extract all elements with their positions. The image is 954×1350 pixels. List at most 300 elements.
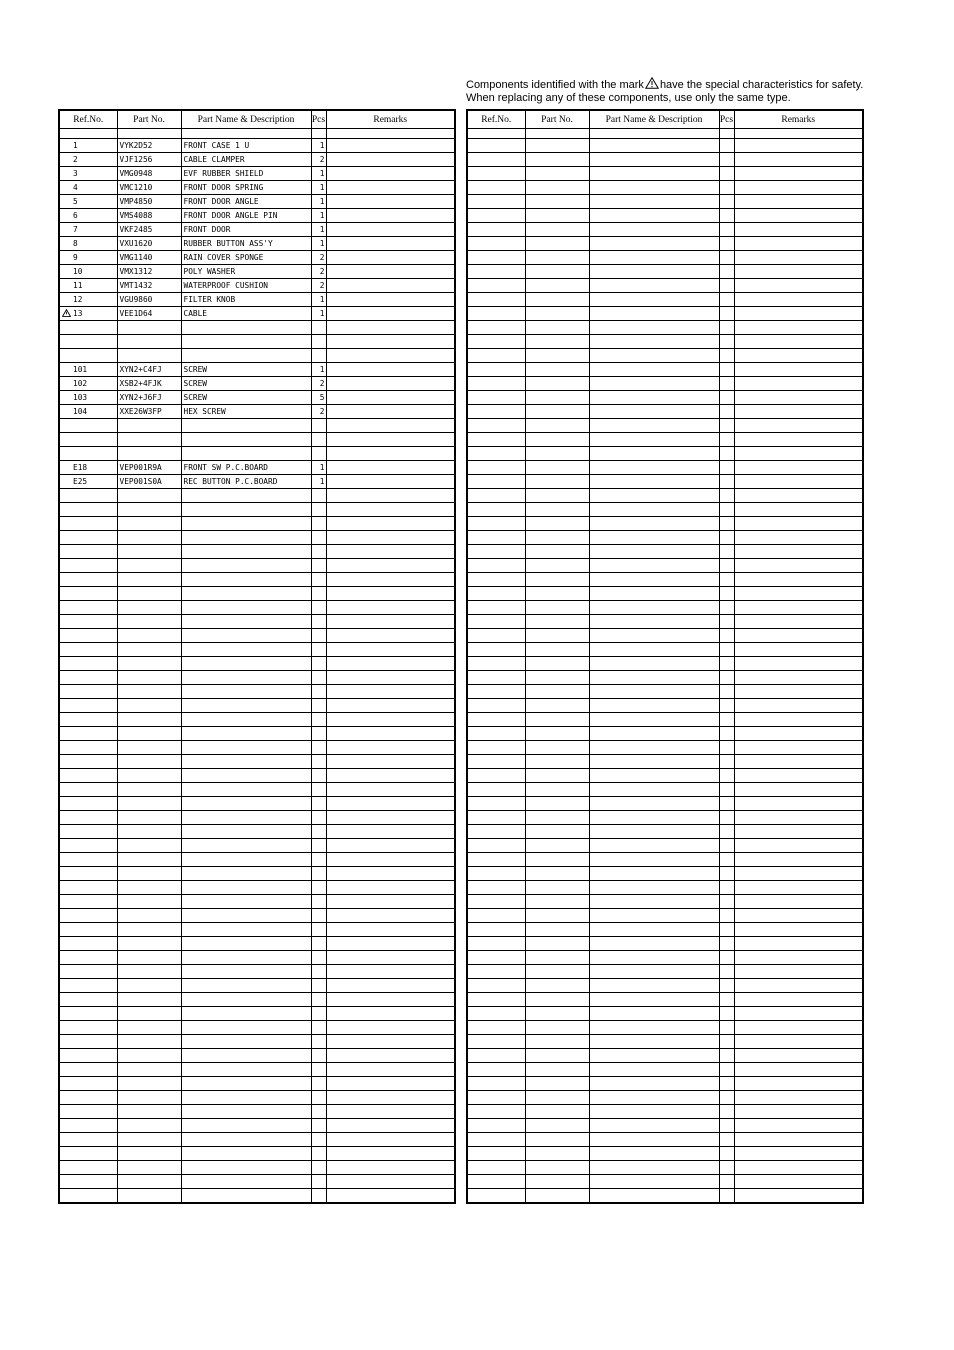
cell-remarks [734,153,863,167]
cell-ref [59,629,117,643]
cell-pcs [719,265,734,279]
cell-remarks [734,615,863,629]
table-row [59,1105,455,1119]
cell-pcs [719,405,734,419]
cell-remarks [326,615,455,629]
cell-part [525,377,589,391]
cell-part [525,937,589,951]
table-row [59,825,455,839]
cell-pcs [311,811,326,825]
cell-remarks [326,839,455,853]
cell-part [525,1007,589,1021]
cell-name [589,895,719,909]
cell-pcs [719,293,734,307]
cell-pcs [311,321,326,335]
cell-ref [467,265,525,279]
table-row [467,461,863,475]
cell-part [525,867,589,881]
cell-pcs [311,1007,326,1021]
safety-notice-line-2: When replacing any of these components, use only the same type. [466,92,791,104]
safety-notice-line-1 [466,77,936,92]
cell-part [525,517,589,531]
table-row [467,825,863,839]
cell-name: HEX SCREW [181,405,311,419]
cell-name [589,979,719,993]
table-row [59,517,455,531]
cell-remarks [326,321,455,335]
cell-part [525,881,589,895]
cell-ref [59,993,117,1007]
cell-part [525,391,589,405]
header-ref-no: Ref.No. [59,110,117,129]
cell-pcs [719,713,734,727]
cell-pcs [719,559,734,573]
cell-part [525,1063,589,1077]
cell-name [181,419,311,433]
cell-ref [59,755,117,769]
cell-pcs [719,153,734,167]
cell-name [589,1175,719,1189]
cell-name [589,377,719,391]
cell-remarks [326,139,455,153]
cell-pcs [719,1161,734,1175]
cell-remarks [734,979,863,993]
cell-name [181,1147,311,1161]
table-row [59,265,455,279]
cell-name [589,139,719,153]
cell-ref [467,167,525,181]
cell-part [525,811,589,825]
cell-remarks [326,993,455,1007]
cell-remarks [326,1147,455,1161]
cell-ref [59,1049,117,1063]
table-cell [525,129,589,139]
cell-part [525,853,589,867]
cell-ref [59,769,117,783]
cell-remarks [734,937,863,951]
cell-pcs [719,489,734,503]
cell-pcs [719,279,734,293]
table-row [59,895,455,909]
cell-part [117,769,181,783]
cell-ref [59,797,117,811]
cell-name [181,615,311,629]
cell-pcs: 1 [311,293,326,307]
cell-part [117,671,181,685]
cell-part [117,629,181,643]
cell-name [181,573,311,587]
table-row [467,937,863,951]
cell-part [525,573,589,587]
cell-ref [467,1161,525,1175]
cell-pcs [719,937,734,951]
cell-pcs [719,979,734,993]
table-row [59,741,455,755]
cell-pcs [311,531,326,545]
cell-remarks [734,1007,863,1021]
table-cell [59,129,117,139]
table-row [467,643,863,657]
cell-part [117,993,181,1007]
cell-part: XSB2+4FJK [117,377,181,391]
cell-ref [59,1119,117,1133]
cell-name [181,867,311,881]
cell-pcs: 1 [311,195,326,209]
table-row [59,377,455,391]
cell-name [589,265,719,279]
cell-pcs [311,335,326,349]
cell-name [589,419,719,433]
cell-part [525,321,589,335]
cell-remarks [326,475,455,489]
cell-pcs: 1 [311,363,326,377]
table-row [467,391,863,405]
cell-remarks [326,167,455,181]
cell-name [181,517,311,531]
cell-ref: 1 [59,139,117,153]
cell-ref [467,993,525,1007]
cell-part: VEP001R9A [117,461,181,475]
table-row [59,881,455,895]
cell-part [117,1021,181,1035]
cell-ref [467,685,525,699]
cell-name [181,727,311,741]
cell-pcs [719,1007,734,1021]
cell-remarks [734,965,863,979]
cell-remarks [734,461,863,475]
cell-pcs: 1 [311,461,326,475]
cell-part [117,531,181,545]
cell-part [117,839,181,853]
cell-name [589,951,719,965]
cell-name [181,993,311,1007]
cell-pcs: 1 [311,167,326,181]
cell-name [589,1035,719,1049]
cell-ref [467,321,525,335]
cell-part [117,713,181,727]
cell-remarks [326,265,455,279]
cell-pcs: 2 [311,265,326,279]
cell-pcs [719,615,734,629]
cell-part [117,937,181,951]
cell-ref [59,559,117,573]
cell-remarks [734,475,863,489]
cell-pcs [719,741,734,755]
cell-name [181,923,311,937]
cell-ref [467,433,525,447]
table-row [59,951,455,965]
cell-ref [467,307,525,321]
table-row [59,573,455,587]
cell-part [525,475,589,489]
cell-pcs [719,923,734,937]
table-row [59,629,455,643]
cell-part [117,755,181,769]
table-row [59,853,455,867]
cell-part [525,951,589,965]
table-row [467,657,863,671]
cell-name [589,727,719,741]
cell-part [525,433,589,447]
cell-ref: 12 [59,293,117,307]
cell-name [589,713,719,727]
cell-part: VXU1620 [117,237,181,251]
cell-remarks [734,783,863,797]
cell-ref [467,811,525,825]
cell-pcs [719,167,734,181]
table-row [59,671,455,685]
table-row [467,419,863,433]
cell-ref [467,923,525,937]
table-row [59,129,455,139]
cell-pcs [719,335,734,349]
cell-part [525,419,589,433]
parts-table-left [58,109,456,1204]
safety-notice [466,77,936,105]
table-row [467,447,863,461]
cell-remarks [734,1091,863,1105]
cell-pcs [311,517,326,531]
warning-triangle-icon [645,77,659,89]
cell-pcs [719,321,734,335]
cell-part [117,741,181,755]
cell-ref [467,181,525,195]
cell-part [525,797,589,811]
table-row [59,153,455,167]
cell-pcs [719,769,734,783]
cell-name [181,1035,311,1049]
cell-pcs [719,1119,734,1133]
cell-name [589,643,719,657]
cell-name: CABLE [181,307,311,321]
cell-remarks [326,1091,455,1105]
cell-remarks [734,811,863,825]
cell-remarks [734,951,863,965]
cell-ref [59,713,117,727]
cell-remarks [734,223,863,237]
cell-remarks [734,573,863,587]
cell-pcs [719,1147,734,1161]
table-cell [467,129,525,139]
table-row [59,867,455,881]
cell-pcs [311,797,326,811]
cell-ref [467,769,525,783]
cell-ref [59,671,117,685]
cell-part: VGU9860 [117,293,181,307]
cell-ref [467,671,525,685]
cell-ref [59,979,117,993]
table-cell [311,129,326,139]
cell-part [525,769,589,783]
table-row [467,769,863,783]
cell-name [589,1091,719,1105]
cell-part [525,615,589,629]
table-row [467,209,863,223]
table-row [467,433,863,447]
cell-ref [467,657,525,671]
cell-part [525,909,589,923]
table-row [467,587,863,601]
cell-ref [59,615,117,629]
cell-ref: 4 [59,181,117,195]
table-row [467,405,863,419]
cell-ref [59,447,117,461]
cell-ref [467,1189,525,1204]
cell-pcs [719,643,734,657]
cell-remarks [734,377,863,391]
cell-pcs [311,1063,326,1077]
cell-pcs [719,251,734,265]
cell-ref [59,965,117,979]
cell-name [181,489,311,503]
cell-name [181,839,311,853]
cell-name [181,685,311,699]
table-row [59,713,455,727]
cell-remarks [734,335,863,349]
cell-name [589,349,719,363]
cell-name [589,1119,719,1133]
cell-name [181,1007,311,1021]
cell-name [589,587,719,601]
notice-text-after-mark: have the special characteristics for safety. [659,79,864,91]
cell-remarks [326,853,455,867]
cell-pcs [311,447,326,461]
cell-ref [59,951,117,965]
cell-part [525,825,589,839]
table-row [467,867,863,881]
cell-remarks [326,797,455,811]
cell-remarks [326,881,455,895]
cell-remarks [326,293,455,307]
cell-pcs [311,1189,326,1204]
table-row [467,573,863,587]
cell-remarks [734,993,863,1007]
cell-name: WATERPROOF CUSHION [181,279,311,293]
table-row [467,1161,863,1175]
cell-remarks [326,1133,455,1147]
cell-pcs [719,461,734,475]
cell-ref [467,895,525,909]
table-row [59,1091,455,1105]
cell-name [181,1063,311,1077]
cell-pcs [719,433,734,447]
cell-part [525,993,589,1007]
cell-part [117,881,181,895]
cell-part [117,503,181,517]
cell-ref: 104 [59,405,117,419]
cell-ref [467,349,525,363]
cell-name [589,293,719,307]
cell-pcs [719,1077,734,1091]
cell-pcs [311,839,326,853]
cell-part: XYN2+J6FJ [117,391,181,405]
cell-part [117,951,181,965]
cell-pcs [311,965,326,979]
cell-pcs [311,587,326,601]
cell-name [181,853,311,867]
cell-ref [467,1105,525,1119]
cell-part [525,1161,589,1175]
cell-name [589,517,719,531]
cell-ref [59,601,117,615]
table-row [59,475,455,489]
cell-pcs [719,587,734,601]
cell-name [589,209,719,223]
cell-pcs [719,685,734,699]
cell-part [117,1119,181,1133]
cell-part [525,965,589,979]
cell-remarks [326,825,455,839]
table-cell [117,129,181,139]
cell-name [589,839,719,853]
cell-ref [467,643,525,657]
parts-table-body [59,129,455,1204]
table-row [467,699,863,713]
cell-part: VMP4850 [117,195,181,209]
cell-name [589,279,719,293]
cell-ref: 101 [59,363,117,377]
cell-ref [467,601,525,615]
cell-name [181,741,311,755]
table-row [467,839,863,853]
table-row [59,209,455,223]
cell-part [117,923,181,937]
cell-name [181,699,311,713]
table-row [59,1021,455,1035]
cell-pcs [719,755,734,769]
cell-part [525,153,589,167]
cell-remarks [734,1077,863,1091]
table-row [59,545,455,559]
cell-remarks [734,643,863,657]
table-cell [326,129,455,139]
table-row [467,1035,863,1049]
table-row [467,129,863,139]
cell-ref [467,1049,525,1063]
cell-name [181,1049,311,1063]
cell-ref [467,965,525,979]
cell-ref [59,853,117,867]
header-pcs: Pcs [719,110,734,129]
table-row [59,1007,455,1021]
cell-ref [59,1147,117,1161]
cell-name [181,1021,311,1035]
table-row [59,195,455,209]
table-row [467,1091,863,1105]
table-row [59,909,455,923]
table-row [467,685,863,699]
cell-part [117,1091,181,1105]
cell-part: VMG0948 [117,167,181,181]
cell-remarks [734,713,863,727]
cell-pcs: 2 [311,377,326,391]
header-part-no: Part No. [525,110,589,129]
table-row [59,433,455,447]
cell-part [117,433,181,447]
cell-name: CABLE CLAMPER [181,153,311,167]
cell-ref [467,727,525,741]
cell-ref: 8 [59,237,117,251]
cell-ref [467,363,525,377]
header-part-name: Part Name & Description [181,110,311,129]
cell-name [589,391,719,405]
header-part-no: Part No. [117,110,181,129]
cell-pcs [311,993,326,1007]
table-row [467,349,863,363]
cell-remarks [326,559,455,573]
table-row [59,587,455,601]
table-row [59,447,455,461]
